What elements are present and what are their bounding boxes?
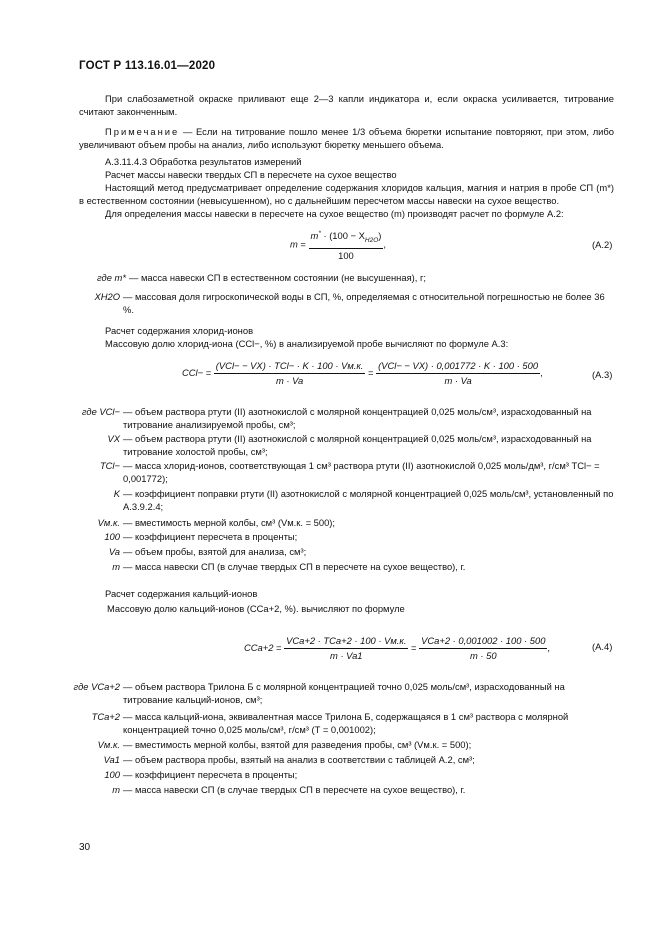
legend-a4-item (97, 738, 614, 751)
note-text: — Если на титрование пошло менее 1/3 объема бюретки испытание повторяют, при этом, либо увеличивают объем пробы на анализ, либо используют бюретку меньшего объема. (79, 126, 614, 150)
legend-a2-text: — массовая доля гигроскопической воды в СП, %, определяемая с относительной погрешностью не более 36 %. (123, 291, 605, 315)
dry-calc-paragraph: Для определения массы навески в пересчете на сухое вещество (m) производят расчет по формуле А.2: (105, 208, 564, 219)
legend-a2-symbol: XH2O (94, 291, 120, 302)
formula-a4-fraction-1 (284, 635, 408, 662)
formula-a3-den1: m · Va (275, 375, 304, 386)
legend-a3-symbol: m (112, 561, 120, 572)
formula-a4-fraction-2 (419, 635, 547, 662)
formula-a3-den2: m · Va (444, 375, 472, 386)
formula-a2-fraction: $\frac{m^* \cdot (100 - X_{H2O})}{100}$ (310, 230, 382, 261)
legend-a3-symbol: VX (107, 433, 120, 444)
legend-a3-text: — объем раствора ртути (II) азотнокислой с молярной концентрацией 0,025 моль/см³, израсходованный на титрование анализируемой пробы, см³; (123, 406, 592, 430)
legend-a3-text: — коэффициент пересчета в проценты; (123, 531, 298, 542)
legend-a3-item (108, 545, 614, 558)
formula-a4: CCa+2 = $\frac{\text{VCa+2 · TCa+2 · 100 · Vм.к.}}{m \cdot Va1}$ = $\frac{\text{VCa+2 · 0,001002 · 100 · 500}}{m \cdot 50}$ , (244, 635, 551, 661)
legend-a4-text: — коэффициент пересчета в проценты; (123, 769, 298, 780)
formula-a2-num-sub: H2O (364, 237, 379, 244)
legend-a2-symbol: где m* (97, 272, 126, 283)
formula-a2-lhs: m (290, 238, 298, 250)
note-paragraph (79, 125, 614, 151)
legend-a4-symbol: m (112, 784, 120, 795)
legend-a4-text: — масса кальций-иона, эквивалентная массе Трилона Б, содержащаяся в 1 см³ раствора с молярной концентрацией точно 0,025 моль/см³, г/см³ (T = 0,001002); (123, 711, 569, 735)
formula-a3-num2: (VCl− − VX) · 0,001772 · K · 100 · 500 (376, 360, 540, 374)
legend-a4-item (112, 783, 614, 796)
formula-a3-fraction-1 (214, 360, 366, 387)
legend-a3-symbol: Va (108, 546, 120, 557)
legend-a3-text: — объем раствора ртути (II) азотнокислой с молярной концентрацией 0,025 моль/см³, израсходованный на титрование холостой пробы, см³; (123, 433, 592, 457)
formula-a4-num1: VCa+2 · TCa+2 · 100 · Vм.к. (284, 635, 408, 649)
legend-a4-symbol: где VCa+2 (73, 681, 120, 692)
formula-a4-den2: m · 50 (469, 650, 497, 661)
formula-a4-lhs: CCa+2 (244, 641, 274, 653)
formula-a3-fraction-2 (376, 360, 540, 387)
page-number: 30 (79, 842, 91, 853)
section-subtitle: Расчет массы навески твердых СП в пересчете на сухое вещество (105, 169, 397, 180)
legend-a4-symbol: TCa+2 (91, 711, 120, 722)
legend-a4-item (73, 680, 614, 706)
formula-a3-num1: (VCl− − VX) · TCl− · K · 100 · Vм.к. (214, 360, 366, 374)
document-header: ГОСТ Р 113.16.01—2020 (79, 60, 216, 72)
legend-a3-item (99, 459, 614, 485)
formula-a3-lhs: CCl− (182, 366, 204, 378)
paragraph-indicator: При слабозаметной окраске приливают еще 2—3 капли индикатора и, если окраска усиливается, титрование считают законченным. (79, 93, 614, 117)
formula-a2-number: (А.2) (592, 239, 613, 250)
legend-a2-item (94, 290, 614, 316)
legend-a3-text: — масса хлорид-ионов, соответствующая 1 см³ раствора ртути (II) азотнокислой 0,025 моль/дм³, г/см³ TCl− = 0,001772); (123, 460, 600, 484)
formula-a4-den1: m · Va1 (330, 650, 363, 661)
legend-a3-item (81, 405, 614, 431)
legend-a3-symbol: где VCl− (81, 406, 120, 417)
legend-a4-symbol: Vм.к. (97, 739, 120, 750)
legend-a3-text: — коэффициент поправки ртути (II) азотнокислой с молярной концентрацией 0,025 моль/см³, установленный по А.3.9.2.4; (123, 488, 614, 512)
legend-a3-item (104, 530, 614, 543)
calcium-text: Массовую долю кальций-ионов (CCa+2, %). вычисляют по формуле (107, 603, 405, 614)
legend-a3-item (112, 560, 614, 573)
legend-a4-text: — объем раствора пробы, взятый на анализ в соответствии с таблицей А.2, см³; (123, 754, 475, 765)
formula-a4-number: (А.4) (592, 641, 613, 652)
legend-a3-symbol: K (113, 488, 120, 499)
legend-a4-item (103, 753, 614, 766)
legend-a3-text: — масса навески СП (в случае твердых СП в пересчете на сухое вещество), г. (123, 561, 466, 572)
legend-a3-item (113, 487, 614, 513)
legend-a2-item (97, 271, 614, 284)
legend-a3-item (107, 432, 614, 458)
legend-a3-text: — вместимость мерной колбы, см³ (Vм.к. = 500); (123, 517, 336, 528)
formula-a2: m = $\frac{m^* \cdot (100 - X_{H2O})}{100}$ , (290, 230, 386, 261)
formula-a3: CCl− = $\frac{\text{(VCl− − VX) · TCl− · K · 100 · Vм.к.}}{m \cdot Va}$ = $\frac{\text{(VCl− − VX) · 0,001772 · K · 100 · 500}}{m \cdot Va}$ , (182, 360, 543, 386)
chloride-title: Расчет содержания хлорид-ионов (105, 325, 254, 336)
section-title: А.3.11.4.3 Обработка результатов измерений (105, 156, 302, 167)
legend-a3-text: — объем пробы, взятой для анализа, см³; (123, 546, 307, 557)
legend-a3-symbol: Vм.к. (97, 517, 120, 528)
calcium-title: Расчет содержания кальций-ионов (105, 588, 258, 599)
legend-a3-symbol: TCl− (99, 460, 120, 471)
legend-a3-symbol: 100 (104, 531, 120, 542)
legend-a4-text: — вместимость мерной колбы, взятой для разведения пробы, см³ (Vм.к. = 500); (123, 739, 472, 750)
formula-a2-den: 100 (338, 250, 354, 261)
note-label: Примечание (105, 126, 180, 137)
formula-a2-num-mid: (100 − X (329, 230, 365, 242)
formula-a4-num2: VCa+2 · 0,001002 · 100 · 500 (419, 635, 547, 649)
legend-a3-item (97, 516, 614, 529)
legend-a4-item (104, 768, 614, 781)
legend-a4-text: — объем раствора Трилона Б с молярной концентрацией точно 0,025 моль/см³, израсходованный на титрование кальций-ионов, см³; (123, 681, 565, 705)
legend-a4-text: — масса навески СП (в случае твердых СП в пересчете на сухое вещество), г. (123, 784, 466, 795)
legend-a4-symbol: 100 (104, 769, 120, 780)
legend-a2-text: — масса навески СП в естественном состоянии (не высушенная), г; (129, 272, 427, 283)
method-paragraph: Настоящий метод предусматривает определение содержания хлоридов кальция, магния и натрия в пробе СП (m*) в естественном состоянии (невысушенном), но с дальнейшим пересчетом массы навески на сухое вещество. (79, 182, 614, 206)
legend-a4-symbol: Va1 (103, 754, 120, 765)
chloride-text: Массовую долю хлорид-иона (CCl−, %) в анализируемой пробе вычисляют по формуле А.3: (105, 338, 509, 349)
formula-a3-number: (А.3) (592, 369, 613, 380)
legend-a4-item (91, 710, 614, 736)
